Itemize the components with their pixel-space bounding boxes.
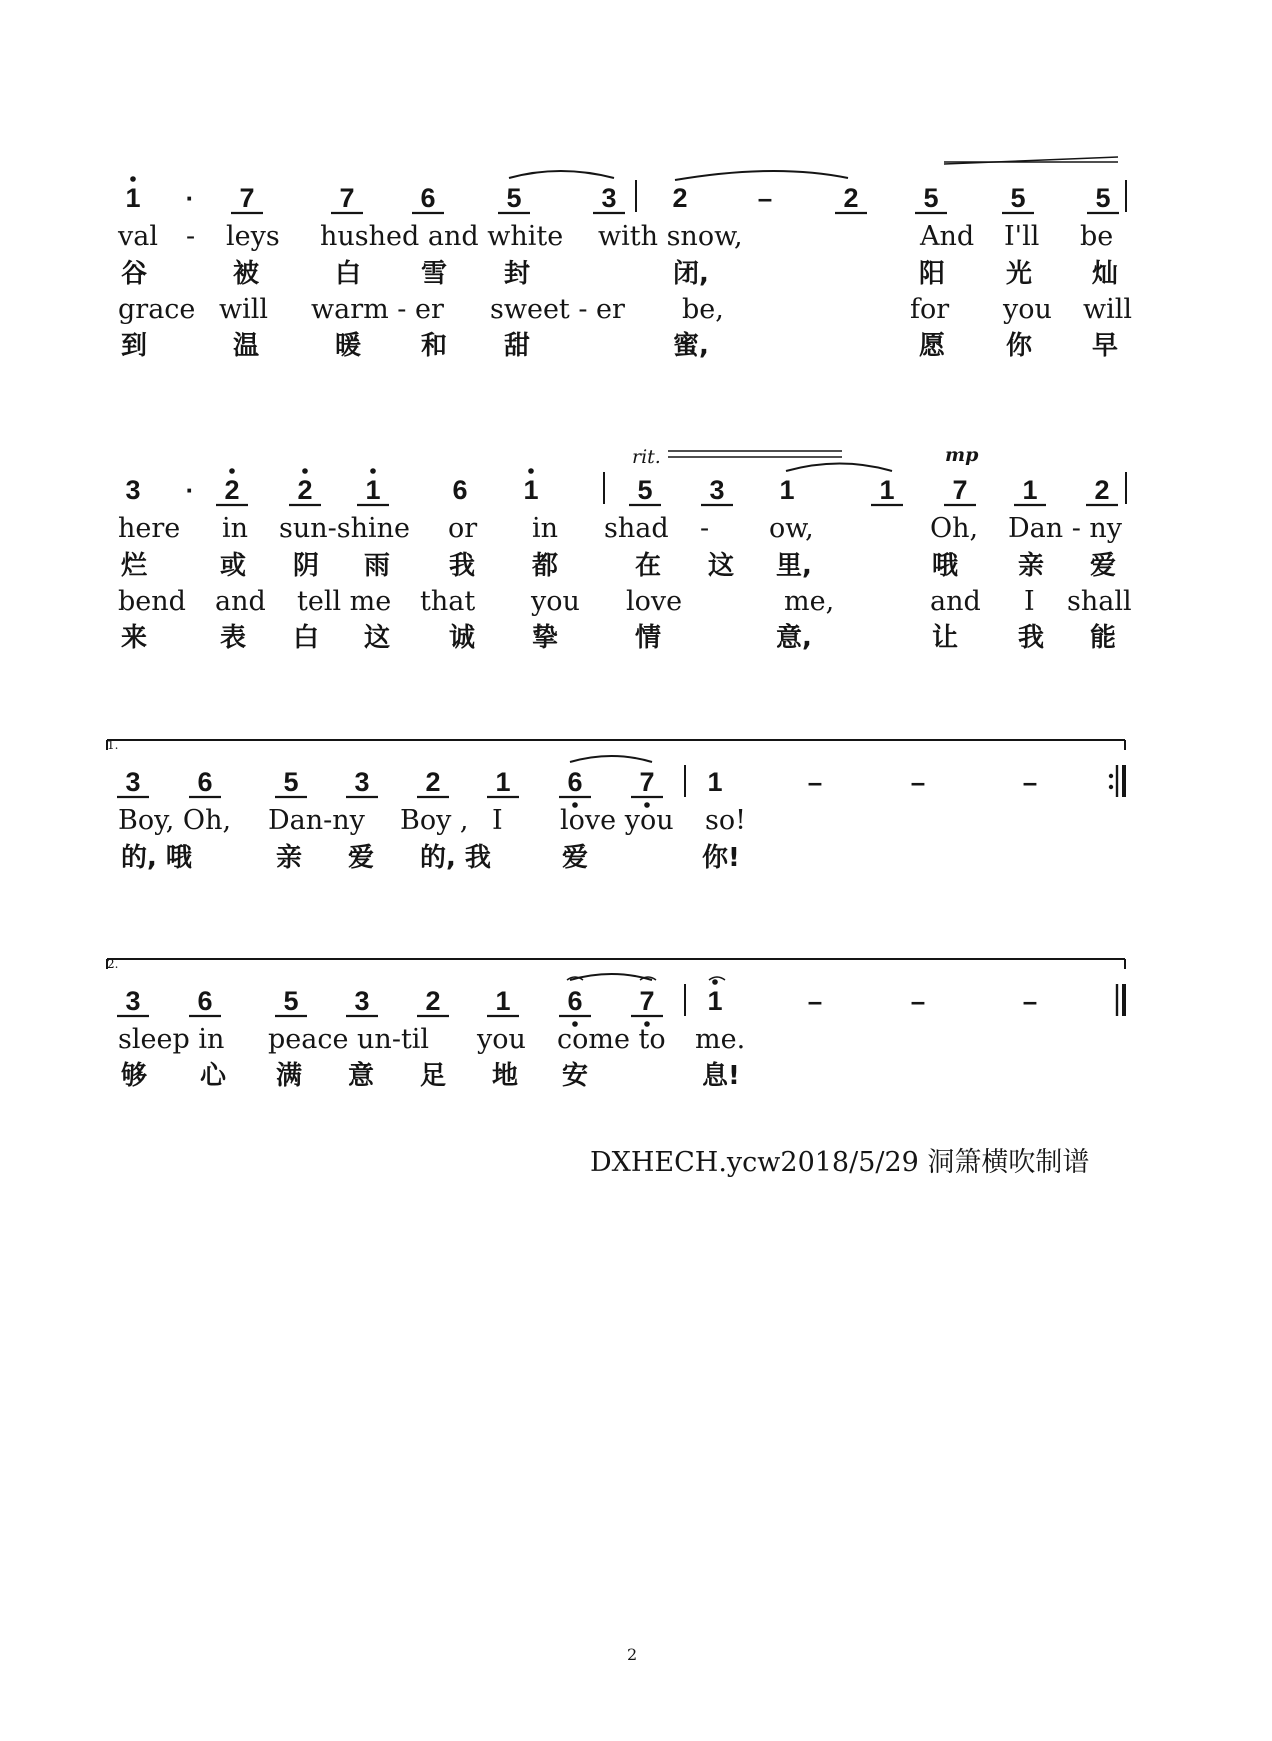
lyric-syllable: me. [695,1024,746,1055]
lyric-syllable: 被 [233,259,260,289]
slur [786,464,892,472]
lyric-syllable: 爱 [348,843,375,873]
beat-mark: – [757,183,773,213]
lyric-syllable: 光 [1006,259,1033,289]
lyric-syllable: 的, 我 [420,843,491,873]
lyric-syllable: 让 [932,623,959,653]
lyric-syllable: and [215,586,266,617]
lyric-syllable: or [448,513,478,544]
lyric-syllable: bend [118,586,186,617]
lyric-syllable: come to [557,1024,666,1055]
lyric-syllable: 甜 [504,331,531,361]
octave-dot [712,979,718,985]
slur [709,977,725,980]
lyric-syllable: 灿 [1092,259,1119,289]
lyric-syllable: 表 [220,623,247,653]
lyric-syllable: 意 [348,1061,375,1091]
jianpu-note: 1 [125,183,141,213]
beat-mark: – [807,986,823,1016]
lyric-syllable: Oh, [930,513,979,544]
lyric-syllable: 亲 [1018,551,1045,581]
lyric-syllable: 你 [1006,331,1033,361]
slur [570,756,652,762]
footer-credit: DXHECH.ycw2018/5/29 洞箫横吹制谱 [590,1147,1090,1178]
lyric-syllable: 都 [532,551,559,581]
jianpu-note: 3 [125,767,141,797]
lyric-syllable: sleep in [118,1024,225,1055]
jianpu-note: 1 [365,475,381,505]
lyric-syllable: Boy, Oh, [118,805,232,836]
lyric-syllable: 雪 [421,259,448,289]
beat-mark: – [1022,986,1038,1016]
jianpu-note: 2 [672,183,688,213]
jianpu-note: 2 [297,475,313,505]
jianpu-note: 3 [601,183,617,213]
jianpu-note: 7 [952,475,968,505]
jianpu-note: 2 [425,767,441,797]
slur [675,171,848,180]
lyric-syllable: 这 [708,551,735,581]
jianpu-note: 6 [197,986,213,1016]
lyric-syllable: grace [118,294,196,325]
lyric-syllable: 雨 [364,551,391,581]
jianpu-note: 5 [1010,183,1026,213]
lyric-syllable: - [186,221,196,252]
lyric-syllable: 早 [1092,331,1119,361]
jianpu-note: 3 [354,986,370,1016]
octave-dot [370,468,376,474]
beat-mark: – [910,767,926,797]
lyric-syllable: 阴 [293,551,320,581]
beat-mark: – [1022,767,1038,797]
octave-dot [1109,785,1113,789]
lyric-syllable: 里, [776,551,812,581]
lyric-syllable: sweet - er [490,294,625,325]
lyric-syllable: tell me [297,586,392,617]
lyric-syllable: 这 [364,623,391,653]
rit-mark: rit. [632,446,661,468]
lyric-syllable: you [1003,294,1052,325]
volta-1-label: 1. [107,738,119,752]
lyric-syllable: And [920,221,975,252]
lyric-syllable: peace un-til [268,1024,430,1055]
dynamic-mp: mp [945,444,979,466]
lyric-syllable: 哦 [932,551,959,581]
jianpu-note: 2 [425,986,441,1016]
jianpu-note: 7 [639,767,655,797]
lyric-syllable: - [700,513,710,544]
jianpu-note: 1 [707,767,723,797]
jianpu-note: 5 [637,475,653,505]
beat-mark: – [807,767,823,797]
lyric-syllable: 温 [233,331,260,361]
jianpu-note: 1 [1022,475,1038,505]
beat-mark: · [185,183,195,213]
jianpu-note: 6 [452,475,468,505]
jianpu-note: 5 [1095,183,1111,213]
lyric-syllable: Boy , [400,805,469,836]
lyric-syllable: 我 [449,551,476,581]
lyric-syllable: and [930,586,981,617]
lyric-syllable: 息! [702,1061,740,1091]
lyric-syllable: hushed and white [320,221,564,252]
lyric-syllable: 亲 [276,843,303,873]
lyric-syllable: so! [705,805,746,836]
lyric-syllable: Dan-ny [268,805,365,836]
lyric-syllable: 愿 [919,331,946,361]
jianpu-note: 1 [523,475,539,505]
lyric-syllable: warm - er [311,294,444,325]
lyric-syllable: 白 [293,623,320,653]
lyric-syllable: sun-shine [279,513,411,544]
jianpu-note: 2 [224,475,240,505]
lyric-syllable: for [910,294,950,325]
lyric-syllable: 烂 [121,551,148,581]
lyric-syllable: 蜜, [673,331,709,361]
lyric-syllable: 闭, [673,259,709,289]
jianpu-note: 3 [354,767,370,797]
jianpu-note: 7 [239,183,255,213]
jianpu-note: 6 [420,183,436,213]
lyric-syllable: 到 [121,331,148,361]
lyric-syllable: 的, 哦 [121,843,192,873]
lyric-syllable: 或 [220,551,247,581]
lyric-syllable: 和 [421,331,448,361]
page-number: 2 [627,1645,638,1664]
jianpu-note: 1 [779,475,795,505]
lyric-syllable: leys [226,221,280,252]
jianpu-note: 5 [923,183,939,213]
jianpu-note: 7 [339,183,355,213]
slur [509,171,614,178]
lyric-syllable: 够 [121,1061,148,1091]
beat-mark: · [185,475,195,505]
lyric-syllable: 谷 [121,259,148,289]
lyric-syllable: 爱 [1090,551,1117,581]
octave-dot [528,468,534,474]
lyric-syllable: shall [1067,586,1132,617]
lyric-syllable: be [1080,221,1114,252]
lyric-syllable: you [531,586,580,617]
jianpu-note: 6 [567,767,583,797]
lyric-syllable: love you [560,805,674,836]
lyric-syllable: 安 [562,1061,589,1091]
lyric-syllable: 在 [635,551,662,581]
lyric-syllable: val [118,221,158,252]
lyric-syllable: here [118,513,181,544]
lyric-syllable: 我 [1018,623,1045,653]
jianpu-note: 1 [707,986,723,1016]
octave-dot [229,468,235,474]
jianpu-note: 3 [125,475,141,505]
octave-dot [130,176,136,182]
volta-2-label: 2. [107,957,119,971]
lyric-syllable: 挚 [532,623,559,653]
lyric-syllable: 爱 [562,843,589,873]
jianpu-note: 2 [1094,475,1110,505]
notation-line [944,157,1118,164]
lyric-syllable: 足 [420,1061,447,1091]
lyric-syllable: that [420,586,476,617]
lyric-syllable: shad [604,513,669,544]
jianpu-note: 2 [843,183,859,213]
lyric-syllable: me, [784,586,835,617]
lyric-syllable: 地 [492,1061,519,1091]
lyric-syllable: 满 [276,1061,303,1091]
jianpu-note: 5 [506,183,522,213]
lyric-syllable: ow, [769,513,814,544]
jianpu-note: 5 [283,767,299,797]
octave-dot [302,468,308,474]
lyric-syllable: 意, [776,623,812,653]
lyric-syllable: I'll [1004,221,1040,252]
jianpu-note: 7 [639,986,655,1016]
lyric-syllable: 诚 [449,623,476,653]
jianpu-note: 3 [709,475,725,505]
jianpu-note: 5 [283,986,299,1016]
lyric-syllable: 情 [635,623,662,653]
lyric-syllable: I [1024,586,1035,617]
lyric-syllable: will [1083,294,1133,325]
lyric-syllable: 你! [702,843,740,873]
jianpu-note: 3 [125,986,141,1016]
lyric-syllable: will [219,294,269,325]
lyric-syllable: with snow, [598,221,743,252]
jianpu-note: 1 [495,986,511,1016]
beat-mark: – [910,986,926,1016]
lyric-syllable: in [222,513,249,544]
lyric-syllable: I [492,805,503,836]
lyric-syllable: 能 [1090,623,1117,653]
lyric-syllable: 白 [335,259,362,289]
jianpu-note: 1 [495,767,511,797]
lyric-syllable: love [626,586,683,617]
lyric-syllable: 暖 [335,331,362,361]
lyric-syllable: Dan - ny [1008,513,1123,544]
lyric-syllable: you [477,1024,526,1055]
jianpu-note: 1 [879,475,895,505]
jianpu-note: 6 [197,767,213,797]
octave-dot [1109,774,1113,778]
lyric-syllable: 阳 [919,259,946,289]
lyric-syllable: 封 [504,259,531,289]
lyric-syllable: be, [682,294,724,325]
lyric-syllable: 来 [121,623,148,653]
lyric-syllable: in [532,513,559,544]
jianpu-note: 6 [567,986,583,1016]
lyric-syllable: 心 [200,1061,227,1091]
